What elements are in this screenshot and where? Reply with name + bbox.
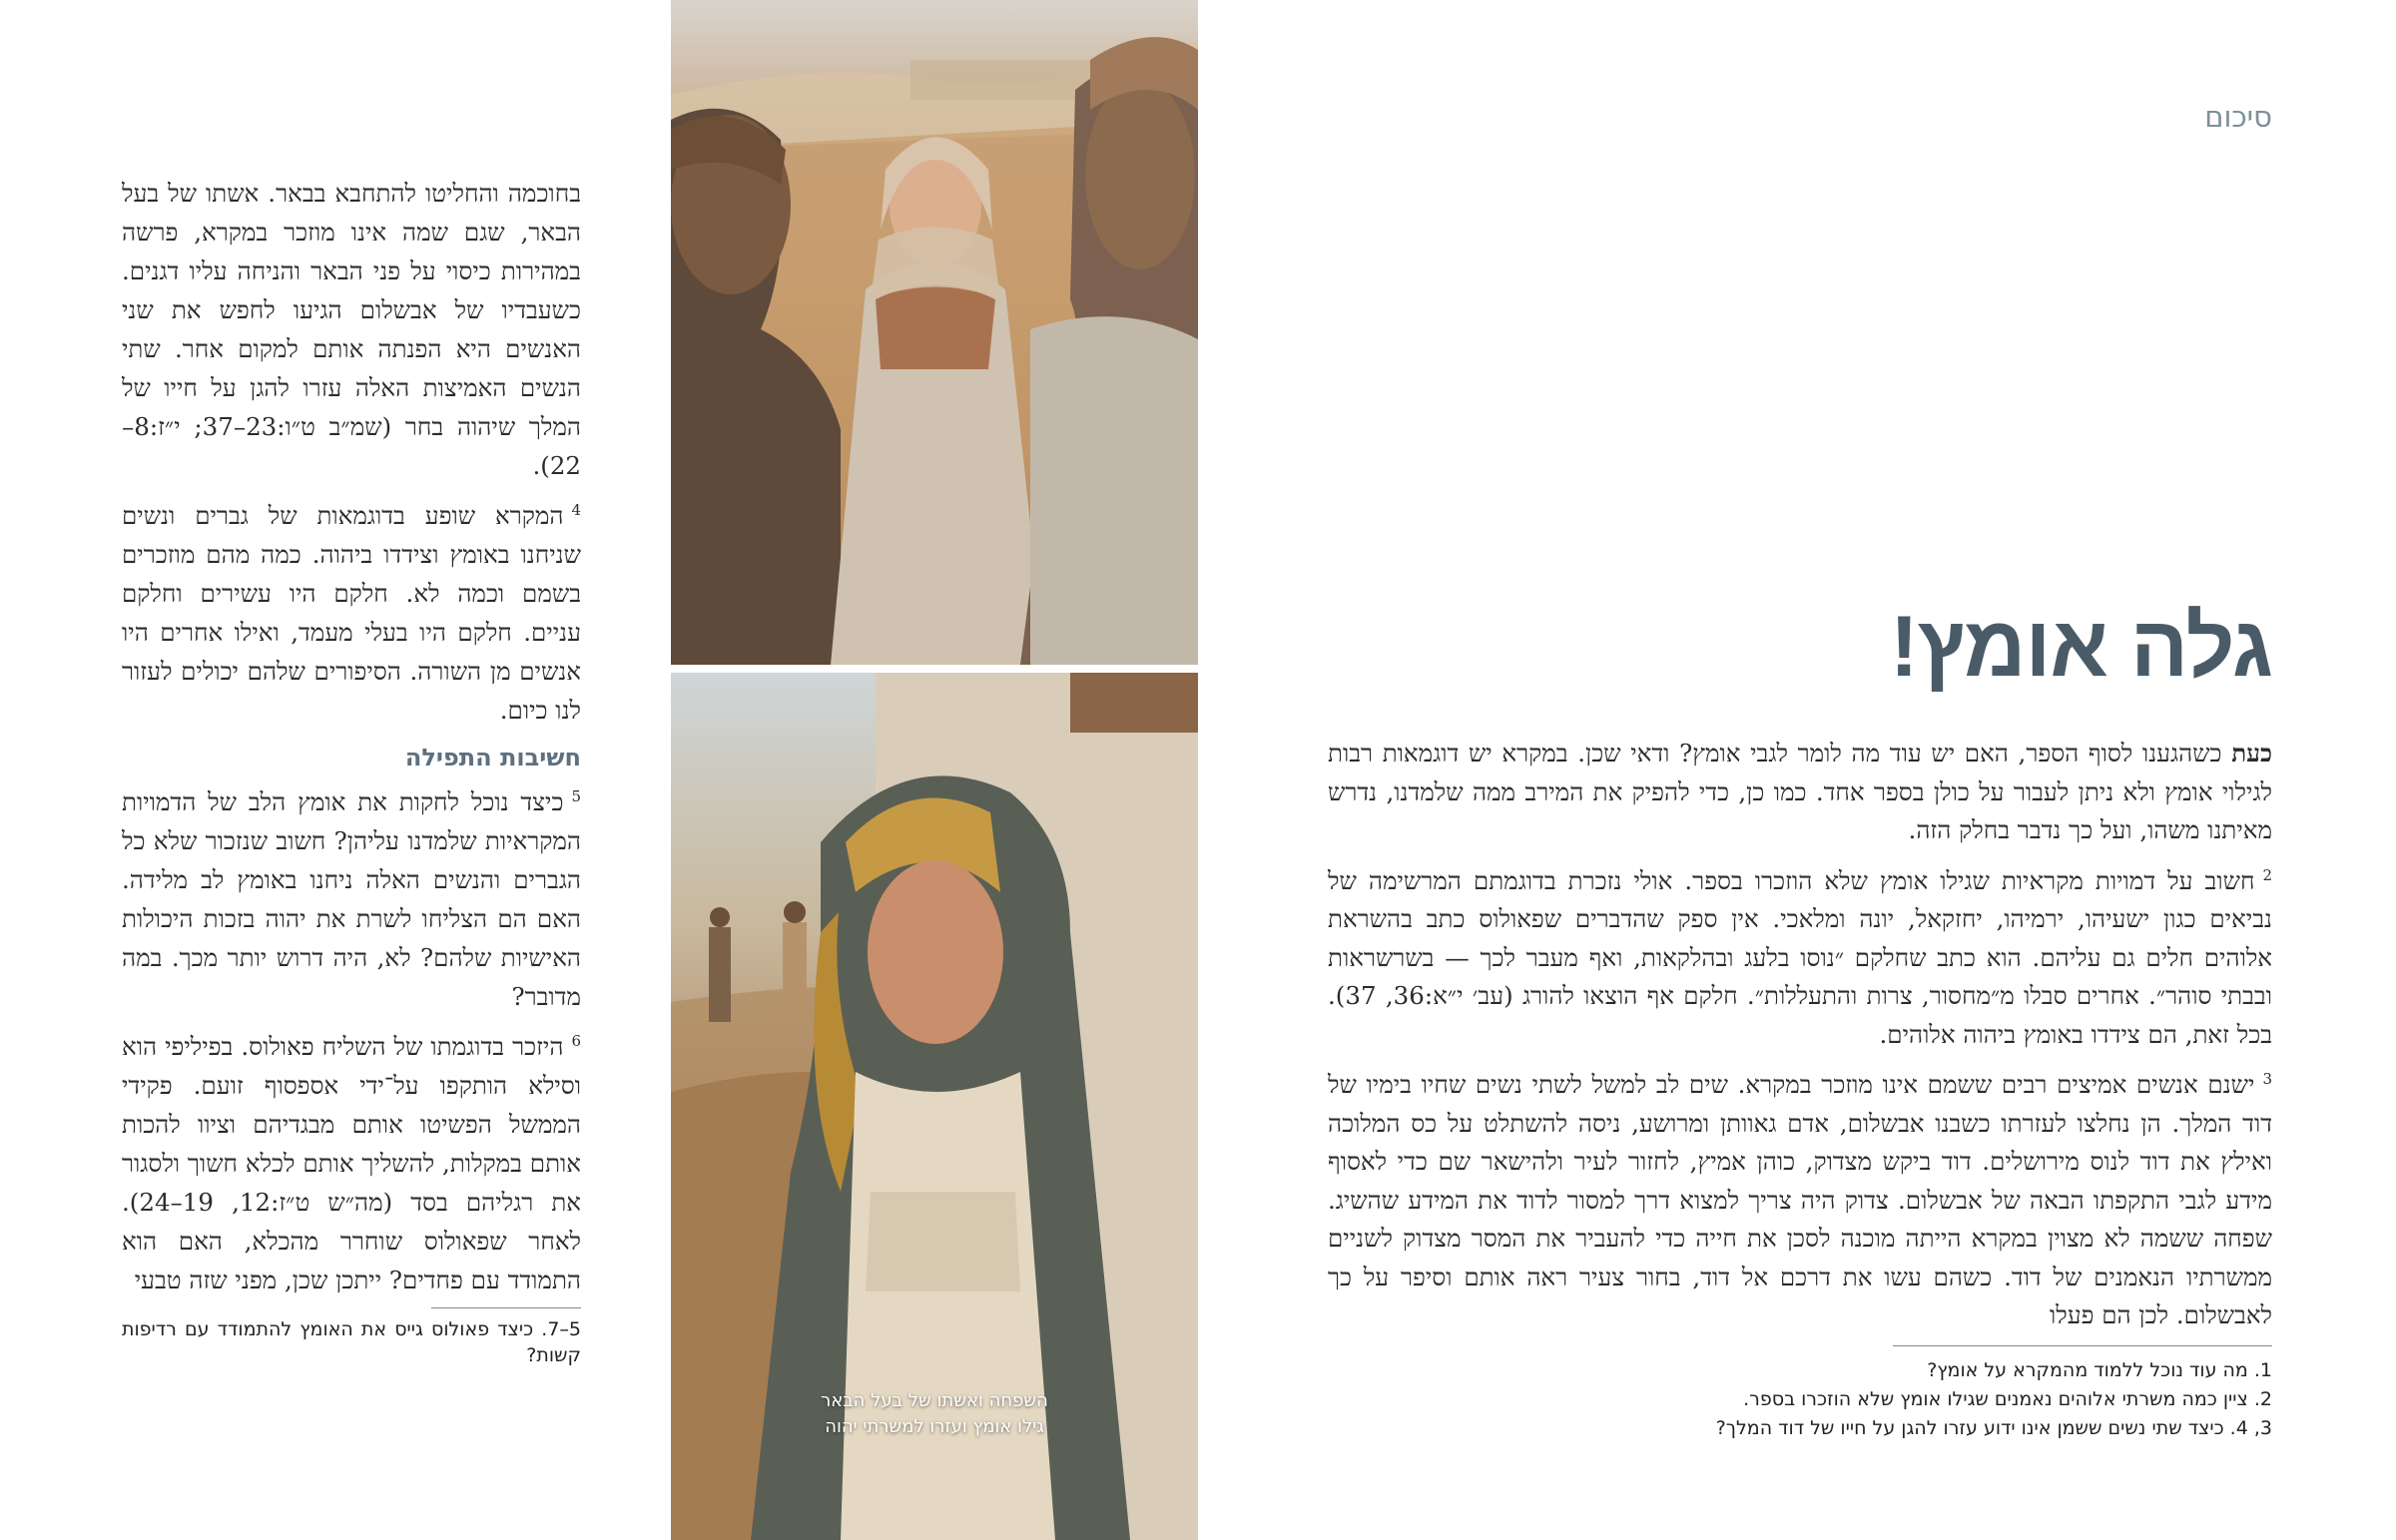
- page-title: גלה אומץ!: [1890, 599, 2272, 695]
- review-question-2: 2. ציין כמה משרתי אלוהים נאמנים שגילו אומץ שלא הוזכרו בספר.: [1743, 1387, 2272, 1410]
- illustrations: [671, 0, 1198, 1540]
- left-column: [122, 174, 581, 1368]
- illustration-well-scene: [671, 0, 1198, 665]
- review-question-3: 3, 4. כיצד שתי נשים ששמן אינו ידוע עזרו להגן על חייו של דוד המלך?: [1715, 1416, 2272, 1439]
- paragraph-5: [122, 777, 581, 1016]
- paragraph-3: [1328, 1060, 2272, 1335]
- question-divider: [1893, 1345, 2272, 1346]
- caption-line-2: גילו אומץ ועזרו למשרתי יהוה: [825, 1416, 1044, 1437]
- paragraph-6: [122, 1022, 581, 1299]
- paragraph-text: היזכר בדוגמתו של השליח פאולוס. בפיליפי הוא וסילא הותקפו על־ידי אספסוף זועם. פקידי הממשל הפשיטו אותם מבגדיהם וציוו להכות אותם במקלות, להשליך אותם לכלא חשוך ולסגור את רגליהם בסד (מה״ש ט״ז:12, 19–24). לאחר שפאולוס שוחרר מהכלא, האם הוא התמודד עם פחדים? ייתכן שכן, מפני שזה טבעי: [122, 1032, 582, 1295]
- well-scene-artwork: [671, 0, 1198, 665]
- caption-line-1: השפחה ואשתו של בעל הבאר: [821, 1390, 1048, 1411]
- paragraph-number: 4: [571, 501, 581, 519]
- paragraph-4: [122, 491, 581, 730]
- section-label: סיכום: [2204, 100, 2272, 134]
- subheading: חשיבות התפילה: [404, 744, 581, 772]
- lead-word: כעת: [2231, 739, 2272, 768]
- paragraph-text: כשהגענו לסוף הספר, האם יש עוד מה לומר לגבי אומץ? ודאי שכן. במקרא יש דוגמאות רבות לגילוי אומץ ולא ניתן לעבור על כולן בספר אחד. כמו כן, כדי להפיק את המירב ממה שלמדנו, נדרש מאיתנו משהו, ועל כך נדבר בחלק הזה.: [1328, 739, 2272, 844]
- review-question: 5–7. כיצד פאולוס גייס את האומץ להתמודד עם רדיפות קשות?: [122, 1318, 581, 1367]
- paragraph-text: המקרא שופע בדוגמאות של גברים ונשים שניחנו באומץ וצידדו ביהוה. כמה מהם מוזכרים בשמם וכמה לא. חלקם היו עשירים וחלקם עניים. חלקם היו בעלי מעמד, ואילו אחרים היו אנשים מן השורה. הסיפורים שלהם יכולים לעזור לנו כיום.: [122, 501, 581, 726]
- paragraph-text: ישנם אנשים אמיצים רבים ששמם אינו מוזכר במקרא. שים לב למשל לשתי נשים שחיו בימיו של דוד המלך. הן נחלצו לעזרתו כשבנו אבשלום, אדם גאוותן ומרושע, ניסה להשתלט על כס המלוכה ואילץ את דוד לנוס מירושלים. דוד ביקש מצדוק, כוהן אמיץ, לחזור לעיר ולהישאר שם כדי לאסוף מידע לגבי התקפתו הבאה של אבשלום. צדוק היה צריך למצוא דרך למסור לדוד את המידע שהשיג. שפחה ששמה לא מצוין במקרא הייתה מוכנה לסכן את חייה כדי להעביר את המסר מצדוק לשניים ממשרתיו הנאמנים של דוד. כשהם עשו את דרכם אל דוד, בחור צעיר ראה אותם וסיפר על כך לאבשלום. לכן הם פעלו: [1328, 1070, 2272, 1330]
- paragraph-continued: בחוכמה והחליטו להתחבא בבאר. אשתו של בעל הבאר, שגם שמה אינו מוזכר במקרא, פרשה במהירות כיסוי על פני הבאר והניחה עליו דגנים. כשעבדיו של אבשלום הגיעו לחפש את שני האנשים היא הפנתה אותם למקום אחר. שתי הנשים האמיצות האלה עזרו להגן על חייו של המלך שיהוה בחר (שמ״ב ט״ו:23–37; י״ז:8–22).: [122, 179, 581, 480]
- paragraph-number: 6: [571, 1032, 581, 1051]
- paragraph-number: 5: [571, 787, 581, 806]
- paragraph-text: חשוב על דמויות מקראיות שגילו אומץ שלא הוזכרו בספר. אולי נזכרת בדוגמתם המרשימה של נביאים כגון ישעיהו, ירמיהו, יחזקאל, יונה ומלאכי. אין ספק שהדברים שפאולוס כתב בהשראת אלוהים חלים גם עליהם. הוא כתב שחלקם ״נוסו בלעג ובהלקאות, ואף מעבר לכך — בשרשראות ובבתי סוהר״. אחרים סבלו מ״מחסור, צרות והתעללות״. חלקם אף הוצאו להורג (עב׳ י״א:36, 37). בכל זאת, הם צידדו באומץ ביהוה אלוהים.: [1328, 865, 2273, 1049]
- paragraph-1: [1328, 735, 2272, 850]
- paragraph-text: כיצד נוכל לחקות את אומץ הלב של הדמויות המקראיות שלמדנו עליהן? חשוב שנזכור שלא כל הגברים והנשים האלה ניחנו באומץ לב מלידה. האם הם הצליחו לשרת את יהוה בזכות היכולות האישיות שלהם? לא, היה דרוש יותר מכך. במה מדובר?: [122, 787, 581, 1012]
- paragraph-number: 2: [2262, 865, 2272, 884]
- right-column: [1328, 735, 2272, 1443]
- review-question-1: 1. מה עוד נוכל ללמוד מהמקרא על אומץ?: [1927, 1358, 2272, 1381]
- paragraph-2: [1328, 856, 2272, 1055]
- illustration-woman-portrait: [671, 673, 1198, 1540]
- paragraph-number: 3: [2262, 1070, 2272, 1089]
- illustration-caption: [671, 1388, 1198, 1440]
- question-divider: [431, 1307, 581, 1308]
